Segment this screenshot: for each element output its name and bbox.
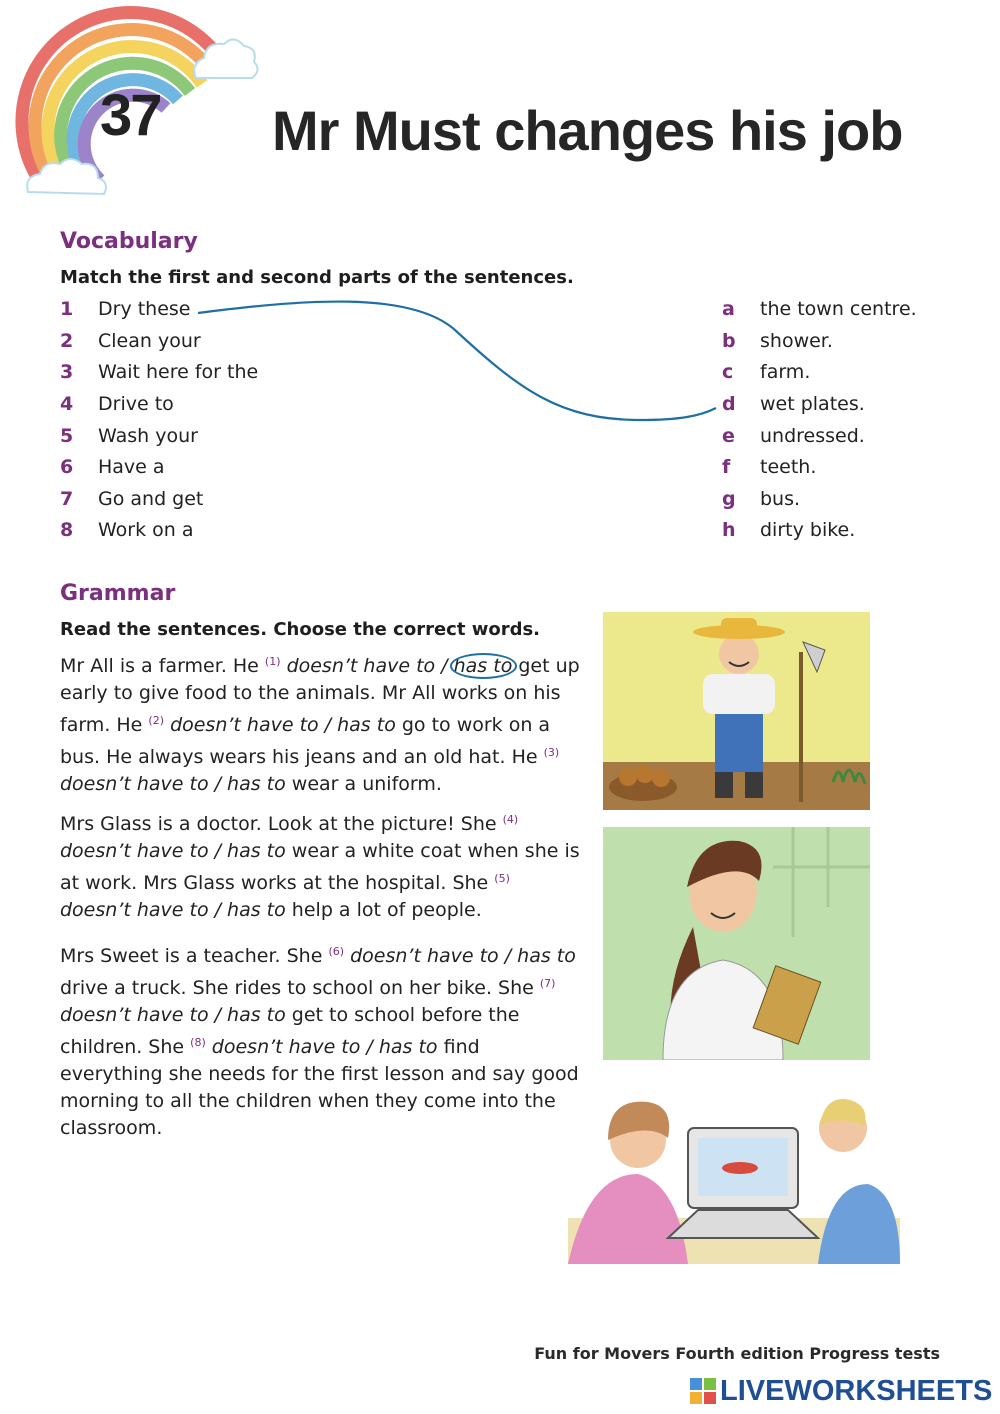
item-text: Drive to <box>98 393 174 415</box>
grammar-instruction: Read the sentences. Choose the correct words. <box>60 619 541 640</box>
right-item[interactable] <box>722 488 800 510</box>
right-item[interactable] <box>722 425 865 447</box>
item-number: 3 <box>60 361 74 383</box>
item-text: bus. <box>760 488 801 510</box>
liveworksheets-wordmark: LIVEWORKSHEETS <box>720 1374 993 1407</box>
source-footer: Fun for Movers Fourth edition Progress tests <box>534 1344 940 1363</box>
item-number: 5 <box>60 425 74 447</box>
right-item[interactable] <box>722 298 917 320</box>
item-text: shower. <box>760 330 833 352</box>
item-letter: g <box>722 488 736 510</box>
item-letter: a <box>722 298 735 320</box>
right-item[interactable] <box>722 393 865 415</box>
left-item[interactable] <box>60 298 191 320</box>
grammar-paragraph-2 <box>60 806 580 924</box>
choice-1-option-a[interactable]: doesn’t have to / <box>286 655 454 677</box>
right-item[interactable] <box>722 456 816 478</box>
item-text: Go and get <box>98 488 204 510</box>
farmer-illustration <box>603 612 870 810</box>
item-number: 1 <box>60 298 74 320</box>
liveworksheets-icon <box>690 1378 716 1404</box>
vocabulary-instruction: Match the first and second parts of the sentences. <box>60 267 574 288</box>
right-item[interactable] <box>722 330 833 352</box>
item-letter: b <box>722 330 736 352</box>
item-letter: e <box>722 425 735 447</box>
grammar-heading: Grammar <box>60 581 176 606</box>
text: go to work on a bus. He always wears his jeans and an old hat. He <box>60 714 551 768</box>
vocabulary-heading: Vocabulary <box>60 229 198 254</box>
text: get up early to give food to the animals. Mr All works on his farm. He <box>60 655 580 736</box>
question-number: (3) <box>543 746 560 759</box>
item-number: 8 <box>60 519 74 541</box>
text: wear a uniform. <box>285 773 442 795</box>
item-text: Wait here for the <box>98 361 259 383</box>
doctor-illustration <box>603 827 870 1060</box>
item-letter: c <box>722 361 734 383</box>
left-item[interactable] <box>60 393 174 415</box>
left-item[interactable] <box>60 425 198 447</box>
question-number: (1) <box>264 655 281 668</box>
choice-1-option-b-selected[interactable]: has to <box>453 655 513 677</box>
choice-7[interactable]: doesn’t have to / has to <box>60 1004 286 1026</box>
choice-5[interactable]: doesn’t have to / has to <box>60 899 286 921</box>
choice-2[interactable]: doesn’t have to / has to <box>170 714 396 736</box>
left-item[interactable] <box>60 488 203 510</box>
question-number: (5) <box>494 872 510 885</box>
item-number: 7 <box>60 488 74 510</box>
item-number: 6 <box>60 456 74 478</box>
text: wear a white coat when she is at work. Mrs Glass works at the hospital. She <box>60 840 580 894</box>
item-text: Dry these <box>98 298 191 320</box>
text: Mrs Sweet is a teacher. She <box>60 945 329 967</box>
text: find everything she needs for the first lesson and say good morning to all the children when they come into the classroom. <box>60 1036 579 1139</box>
question-number: (6) <box>328 945 345 958</box>
item-text: wet plates. <box>760 393 865 415</box>
left-item[interactable] <box>60 330 201 352</box>
item-letter: f <box>722 456 731 478</box>
grammar-paragraph-1 <box>60 648 580 798</box>
left-item[interactable] <box>60 361 258 383</box>
page-title: Mr Must changes his job <box>272 99 903 162</box>
text: get to school before the children. She <box>60 1004 520 1058</box>
item-text: dirty bike. <box>760 519 856 541</box>
item-number: 2 <box>60 330 74 352</box>
item-text: the town centre. <box>760 298 917 320</box>
choice-4[interactable]: doesn’t have to / has to <box>60 840 286 862</box>
question-number: (4) <box>502 813 519 826</box>
item-text: Work on a <box>98 519 194 541</box>
item-text: teeth. <box>760 456 817 478</box>
grammar-paragraph-3 <box>60 938 580 1142</box>
teacher-computer-illustration <box>568 1088 900 1264</box>
left-item[interactable] <box>60 519 194 541</box>
choice-6[interactable]: doesn’t have to / has to <box>350 945 576 967</box>
right-item[interactable] <box>722 519 855 541</box>
text: drive a truck. She rides to school on her bike. She <box>60 977 540 999</box>
unit-number: 37 <box>100 83 161 148</box>
question-number: (2) <box>148 714 165 727</box>
item-text: Have a <box>98 456 165 478</box>
liveworksheets-logo <box>690 1374 992 1408</box>
item-letter: d <box>722 393 736 415</box>
item-text: undressed. <box>760 425 865 447</box>
choice-3[interactable]: doesn’t have to / has to <box>60 773 286 795</box>
question-number: (7) <box>539 977 556 990</box>
text: Mrs Glass is a doctor. Look at the picture! She <box>60 813 503 835</box>
item-text: Clean your <box>98 330 201 352</box>
choice-8[interactable]: doesn’t have to / has to <box>211 1036 438 1058</box>
text: Mr All is a farmer. He <box>60 655 265 677</box>
item-text: Wash your <box>98 425 198 447</box>
item-text: farm. <box>760 361 811 383</box>
item-letter: h <box>722 519 736 541</box>
item-number: 4 <box>60 393 74 415</box>
right-item[interactable] <box>722 361 810 383</box>
left-item[interactable] <box>60 456 165 478</box>
text: help a lot of people. <box>285 899 482 921</box>
question-number: (8) <box>190 1036 206 1049</box>
